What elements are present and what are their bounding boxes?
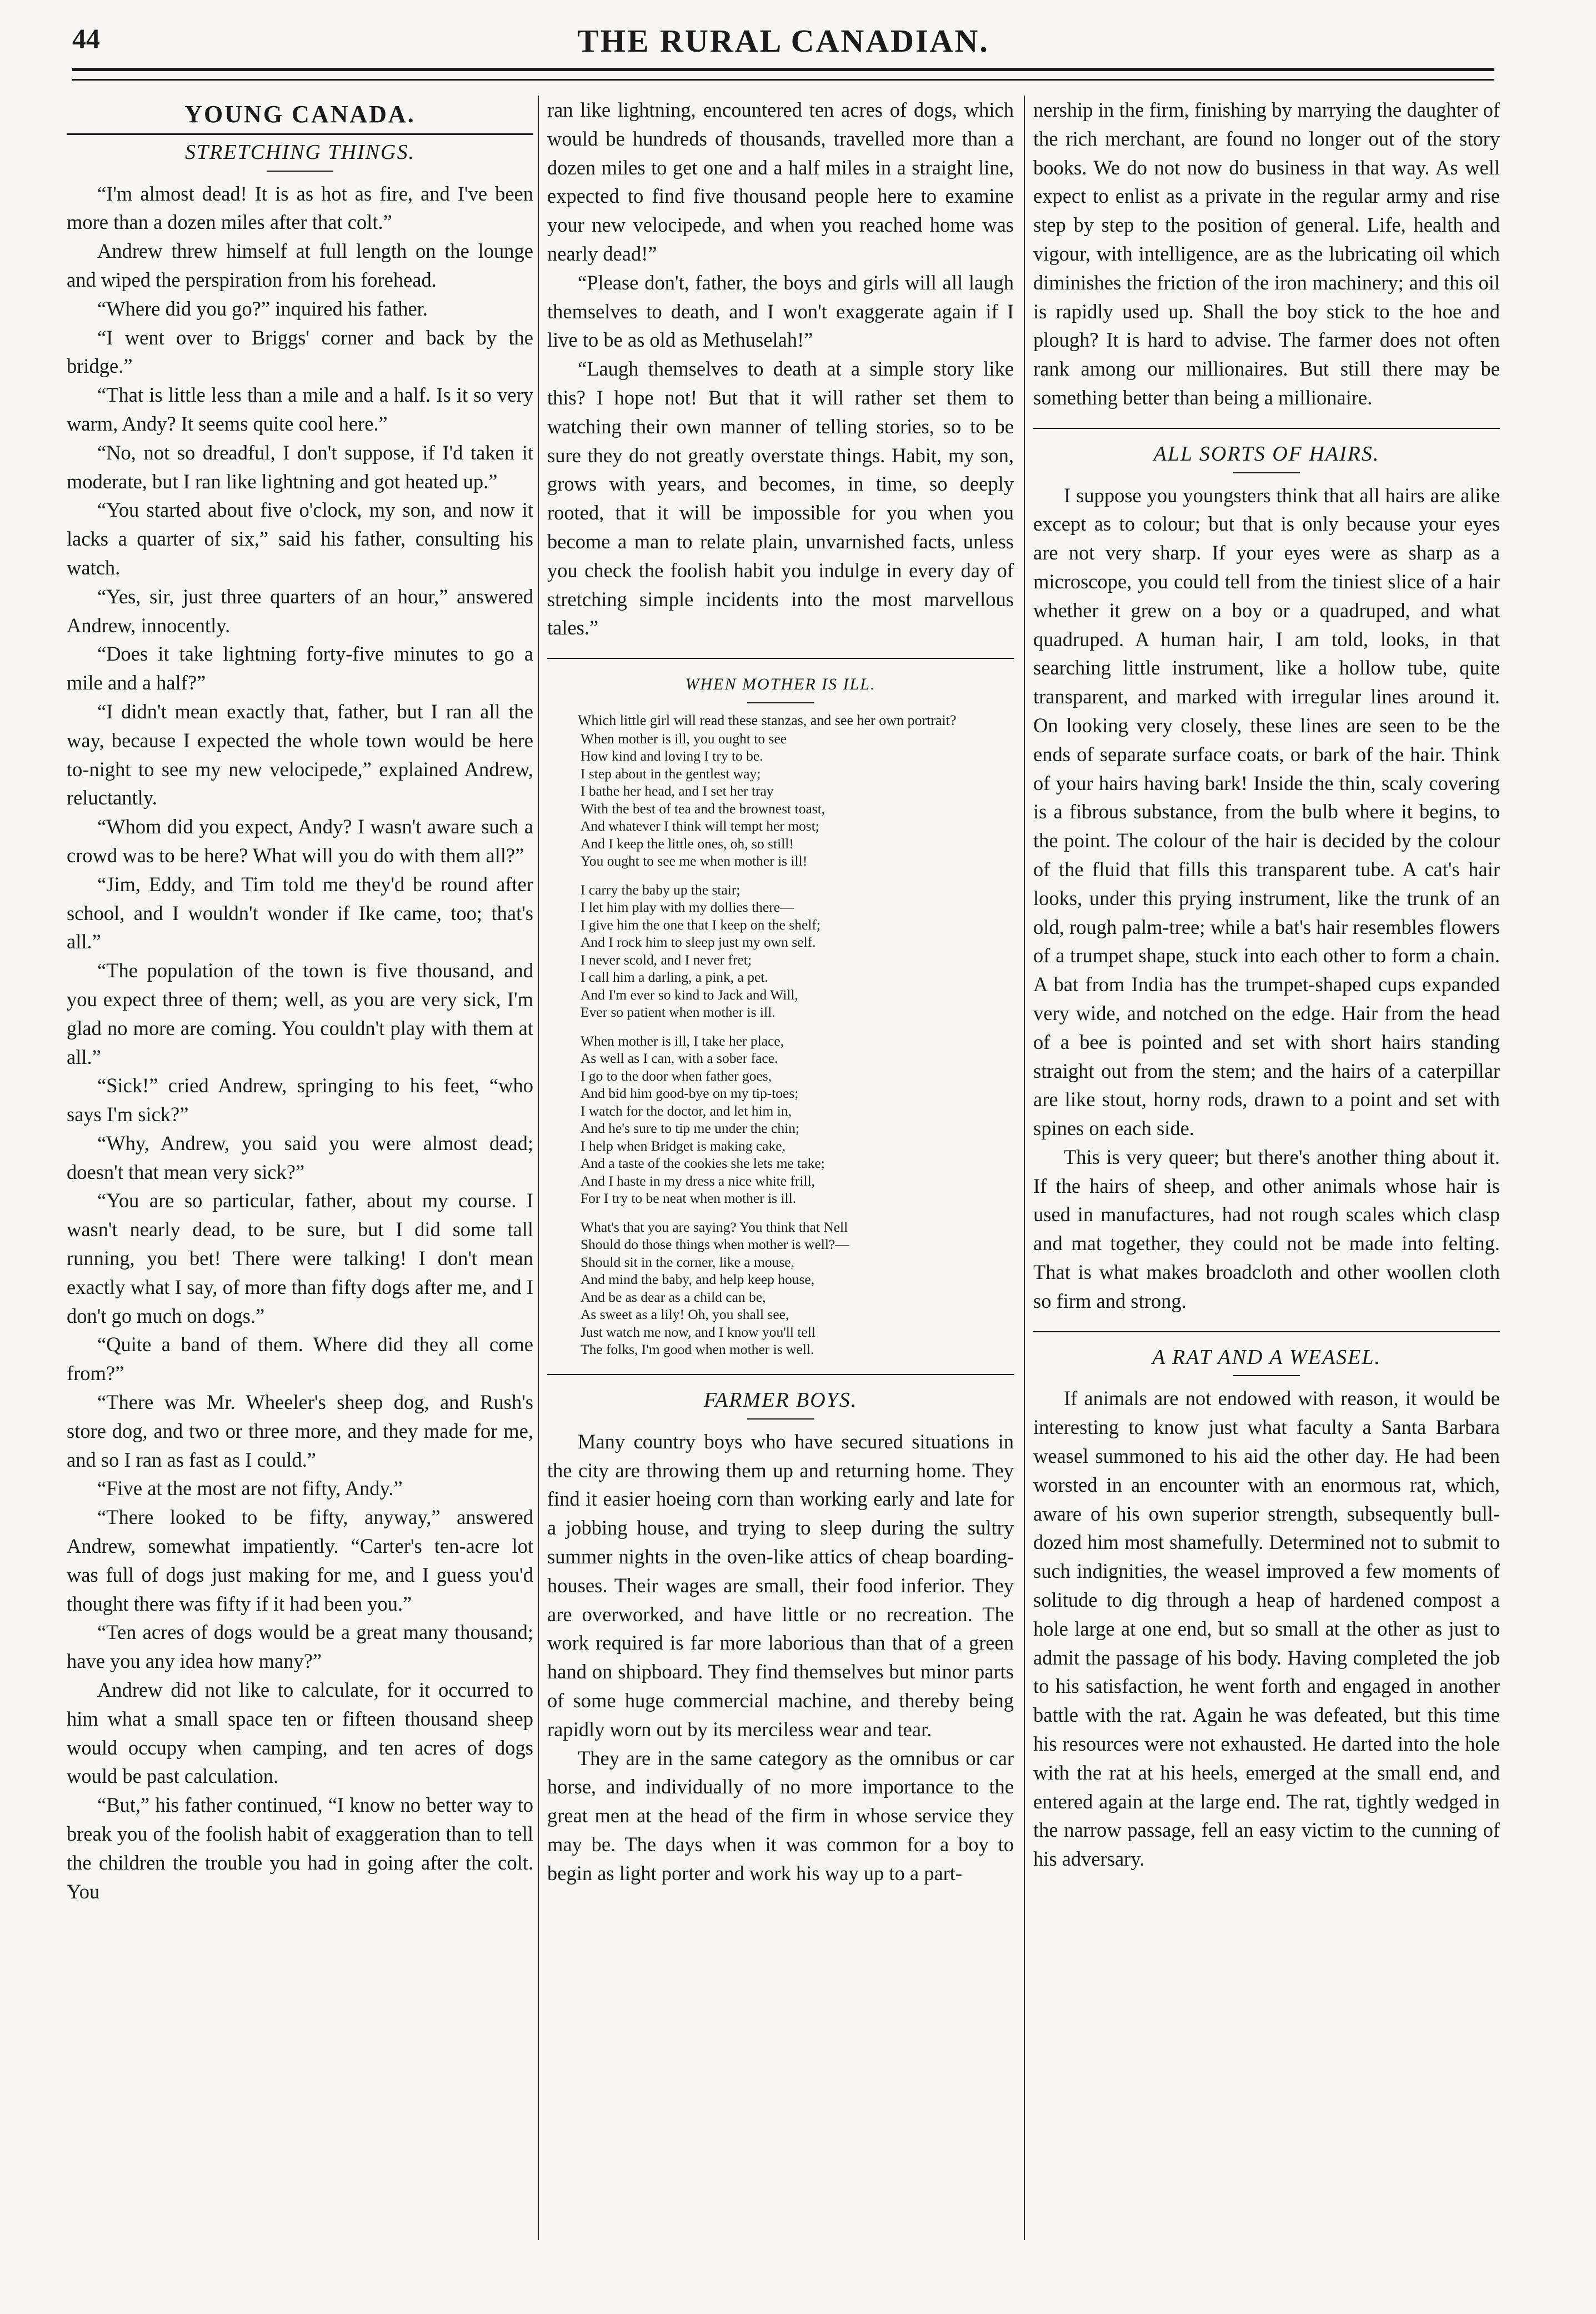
article-paragraph: “Why, Andrew, you said you were almost dead; doesn't that mean very sick?”	[67, 1131, 533, 1183]
poem-line: Ever so patient when mother is ill.	[581, 1004, 776, 1021]
article-title-farmer-boys: FARMER BOYS.	[703, 1388, 858, 1412]
article-paragraph: “Ten acres of dogs would be a great many thousand; have you any idea how many?”	[67, 1621, 533, 1673]
section-rule	[67, 133, 533, 135]
article-paragraph: “There looked to be fifty, anyway,” answered Andrew, somewhat impatiently. “Carter's ten-acre lot was full of dogs just making for me, and I guess you'd thought there was fifty if it had been you.”	[67, 1506, 533, 1615]
title-rule	[1233, 472, 1300, 473]
article-paragraph: “The population of the town is five thousand, and you expect three of them; well, as you are very sick, I'm glad no more are coming. You couldn't play with them at all.”	[67, 959, 533, 1068]
article-continuation: nership in the firm, finishing by marrying the daughter of the rich merchant, are found no longer out of the story books. We do not now do business in that way. As well expect to enlist as a private in the regular army and rise step by step to the position of general. Life, health and vigour, with intelligence, are as the lubricating oil which diminishes the friction of the iron machinery; and this oil is rapidly used up. Shall the boy stick to the hoe and plough? It is hard to advise. The farmer does not often rank among our millionaires. But still there may be something better than being a millionaire.	[1033, 98, 1500, 409]
poem-line: The folks, I'm good when mother is well.	[581, 1341, 814, 1358]
article-paragraph: Andrew threw himself at full length on the lounge and wiped the perspiration from his forehead.	[67, 239, 533, 291]
poem-line: I give him the one that I keep on the shelf;	[581, 916, 820, 933]
poem-line: You ought to see me when mother is ill!	[581, 853, 808, 869]
page-header	[72, 22, 1494, 67]
title-rule	[1233, 1375, 1300, 1376]
poem-line: Should do those things when mother is well?—	[581, 1236, 849, 1253]
article-divider	[1033, 428, 1500, 429]
article-paragraph: “You are so particular, father, about my course. I wasn't nearly dead, to be sure, but I did some tall running, you bet! There were talking! I don't mean exactly what I say, of more than fifty dogs after me, and I don't go much on dogs.”	[67, 1189, 533, 1327]
article-paragraph: This is very queer; but there's another thing about it. If the hairs of sheep, and other animals whose hair is used in manufactures, had not rough scales which clasp and mat together, they could not be made into felting. That is what makes broadcloth and other woollen cloth so firm and strong.	[1033, 1145, 1500, 1312]
article-paragraph: “There was Mr. Wheeler's sheep dog, and Rush's store dog, and two or three more, and they made for me, and so I ran as fast as I could.”	[67, 1391, 533, 1471]
poem-title: WHEN MOTHER IS ILL.	[685, 675, 876, 694]
article-paragraph: They are in the same category as the omnibus or car horse, and individually of no more importance to the great men at the head of the firm in whose service they may be. The days when it was common for a boy to begin as light porter and work his way up to a part-	[547, 1746, 1014, 1885]
article-paragraph: “But,” his father continued, “I know no better way to break you of the foolish habit of exaggeration than to tell the children the trouble you had in going after the colt. You	[67, 1793, 533, 1903]
article-paragraph: “Please don't, father, the boys and girls will all laugh themselves to death, and I won't exaggerate again if I live to be as old as Methuselah!”	[547, 271, 1014, 352]
article-paragraph: “Jim, Eddy, and Tim told me they'd be round after school, and I wouldn't wonder if Ike came, too; that's all.”	[67, 872, 533, 953]
article-paragraph: If animals are not endowed with reason, it would be interesting to know just what faculty a Santa Barbara weasel summoned to his aid the other day. He had been worsted in an encounter with an enormous rat, which, aware of his own superior strength, subsequently bull-dozed him most shamefully. Determined not to submit to such indignities, the weasel improved a few moments of solitude to dig through a heap of hardened compost a hole large at one end, but so small at the other as just to admit the passage of his body. Having completed the job to his satisfaction, he went forth and engaged in another battle with the rat. Again he was defeated, but this time his resources were not exhausted. He darted into the hole with the rat at his heels, emerged at the small end, and entered again at the large end. The rat, tightly wedged in the narrow passage, fell an easy victim to the cunning of his adversary.	[1033, 1387, 1500, 1871]
page-number: 44	[72, 23, 100, 54]
article-paragraph: “Five at the most are not fifty, Andy.”	[97, 1477, 403, 1500]
masthead-title: THE RURAL CANADIAN.	[577, 23, 989, 59]
poem-line: I watch for the doctor, and let him in,	[581, 1102, 792, 1119]
article-divider	[547, 1374, 1014, 1375]
poem-stanza	[581, 730, 1014, 870]
poem-line: And I haste in my dress a nice white frill,	[581, 1172, 815, 1189]
article-paragraph: “Whom did you expect, Andy? I wasn't aware such a crowd was to be here? What will you do with them all?”	[67, 815, 533, 867]
article-continuation: ran like lightning, encountered ten acres of dogs, which would be hundreds of thousands, travelled more than a dozen miles to get one and a half miles in a straight line, expected to find five thousand people here to examine your new velocipede, and when you reached home was nearly dead!”	[547, 98, 1014, 265]
article-paragraph: “I went over to Briggs' corner and back by the bridge.”	[67, 326, 533, 378]
article-title-a-rat-and-a-weasel: A RAT AND A WEASEL.	[1152, 1345, 1382, 1369]
poem-line: As well as I can, with a sober face.	[581, 1050, 778, 1067]
column-1	[67, 96, 533, 2262]
poem-line: Should sit in the corner, like a mouse,	[581, 1253, 794, 1270]
poem-line: Just watch me now, and I know you'll tell	[581, 1323, 815, 1340]
article-paragraph: “That is little less than a mile and a half. Is it so very warm, Andy? It seems quite cool here.”	[67, 383, 533, 435]
article-paragraph: “Quite a band of them. Where did they all come from?”	[67, 1333, 533, 1385]
poem-stanza	[581, 881, 1014, 1021]
article-paragraph: “Where did you go?” inquired his father.	[97, 297, 428, 320]
column-3	[1033, 96, 1500, 2262]
poem-line: And whatever I think will tempt her most;	[581, 818, 819, 834]
article-paragraph: “I didn't mean exactly that, father, but I ran all the way, because I expected the whole town would be here to-night to see my new velocipede,” explained Andrew, reluctantly.	[67, 699, 533, 809]
poem-line: With the best of tea and the brownest toast,	[581, 800, 825, 817]
column-divider-2	[1024, 96, 1025, 2240]
section-title-young-canada: YOUNG CANADA.	[184, 101, 416, 128]
poem-intro: Which little girl will read these stanzas, and see her own portrait?	[578, 712, 957, 728]
title-rule	[267, 171, 333, 172]
article-paragraph: Many country boys who have secured situations in the city are throwing them up and returning home. They find it easier hoeing corn than working early and late for a jobbing house, and trying to sleep during the sultry summer nights in the oven-like attics of cheap boarding-houses. Their wages are small, their food inferior. They are overworked, and have little or no recreation. The work required is far more laborious than that of a green hand on shipboard. They find themselves but minor parts of some huge commercial machine, and thereby being rapidly worn out by its merciless wear and tear.	[547, 1430, 1014, 1741]
poem-line: For I try to be neat when mother is ill.	[581, 1190, 797, 1207]
poem-line: When mother is ill, I take her place,	[581, 1032, 784, 1049]
poem-line: I step about in the gentlest way;	[581, 765, 761, 782]
article-paragraph: “I'm almost dead! It is as hot as fire, and I've been more than a dozen miles after that colt.”	[67, 182, 533, 234]
poem-line: I bathe her head, and I set her tray	[581, 783, 774, 799]
poem-line: And mind the baby, and help keep house,	[581, 1271, 815, 1288]
poem-line: And he's sure to tip me under the chin;	[581, 1120, 800, 1137]
poem-line: How kind and loving I try to be.	[581, 748, 763, 764]
article-paragraph: “Laugh themselves to death at a simple story like this? I hope not! But that it will rather set them to watching their own manner of telling stories, so to be sure they do not greatly overstate things. Habit, my son, grows with years, and becomes, in time, so deeply rooted, that it will be impossible for you when you become a man to relate plain, unvarnished facts, unless you check the foolish habit you indulge in every day of stretching simple incidents into the most marvellous tales.”	[547, 357, 1014, 639]
poem-line: And I keep the little ones, oh, so still!	[581, 835, 794, 852]
poem-line: And a taste of the cookies she lets me take;	[581, 1155, 825, 1172]
article-paragraph: “Sick!” cried Andrew, springing to his feet, “who says I'm sick?”	[67, 1074, 533, 1126]
article-paragraph: “Does it take lightning forty-five minutes to go a mile and a half?”	[67, 642, 533, 694]
title-rule	[747, 702, 814, 703]
poem-line: And be as dear as a child can be,	[581, 1288, 766, 1305]
poem-line: I carry the baby up the stair;	[581, 881, 741, 898]
column-2	[547, 96, 1014, 2262]
header-double-rule	[72, 68, 1494, 81]
poem-body	[547, 730, 1014, 1358]
poem-line: When mother is ill, you ought to see	[581, 730, 787, 747]
column-divider-1	[538, 96, 539, 2240]
poem-line: I go to the door when father goes,	[581, 1067, 772, 1084]
poem-line: What's that you are saying? You think that Nell	[581, 1218, 848, 1235]
poem-line: I let him play with my dollies there—	[581, 899, 794, 916]
article-divider	[1033, 1331, 1500, 1332]
article-paragraph: I suppose you youngsters think that all hairs are alike except as to colour; but that is only because your eyes are not very sharp. If your eyes were as sharp as a microscope, you could tell from the tiniest slice of a hair whether it grew on a boy or a quadruped, and what quadruped. A human hair, I am told, looks, in that searching little instrument, like a hollow tube, quite transparent, and marked with irregular lines around it. On looking very closely, these lines are seen to be the ends of separate surface coats, or bark of the hair. Think of your hairs having bark! Inside the thin, scaly covering is a fibrous substance, from the bulb where it begins, to the point. The colour of the hair is decided by the colour of the fluid that fills this transparent tube. A cat's hair looks, under this prying instrument, like the trunk of an old, rough palm-tree; while a bat's hair resembles flowers of a trumpet shape, stuck into each other to form a chain. A bat from India has the trumpet-shaped cups expanded very wide, and notched on the edge. Hair from the head of a bee is pointed and set with short hairs standing straight out from the stem; and the hairs of a caterpillar are like stout, horny rods, drawn to a point and set with spines on each side.	[1033, 483, 1500, 1140]
article-divider	[547, 658, 1014, 659]
poem-line: And bid him good-bye on my tip-toes;	[581, 1085, 799, 1102]
poem-line: And I'm ever so kind to Jack and Will,	[581, 986, 798, 1003]
article-paragraph: “Yes, sir, just three quarters of an hour,” answered Andrew, innocently.	[67, 584, 533, 637]
article-paragraph: “You started about five o'clock, my son, and now it lacks a quarter of six,” said his father, consulting his watch.	[67, 498, 533, 579]
title-rule	[747, 1418, 814, 1420]
article-title-stretching-things: STRETCHING THINGS.	[185, 140, 415, 164]
poem-line: As sweet as a lily! Oh, you shall see,	[581, 1306, 789, 1323]
poem-stanza	[581, 1218, 1014, 1358]
poem-stanza	[581, 1032, 1014, 1207]
poem-line: I never scold, and I never fret;	[581, 951, 752, 968]
article-paragraph: Andrew did not like to calculate, for it occurred to him what a small space ten or fifteen thousand sheep would occupy when camping, and ten acres of dogs would be past calculation.	[67, 1678, 533, 1788]
article-paragraph: “No, not so dreadful, I don't suppose, if I'd taken it moderate, but I ran like lightning and got heated up.”	[67, 441, 533, 493]
poem-line: And I rock him to sleep just my own self.	[581, 934, 816, 951]
poem-line: I call him a darling, a pink, a pet.	[581, 969, 768, 986]
article-title-all-sorts-of-hairs: ALL SORTS OF HAIRS.	[1153, 442, 1380, 466]
poem-line: I help when Bridget is making cake,	[581, 1137, 786, 1154]
